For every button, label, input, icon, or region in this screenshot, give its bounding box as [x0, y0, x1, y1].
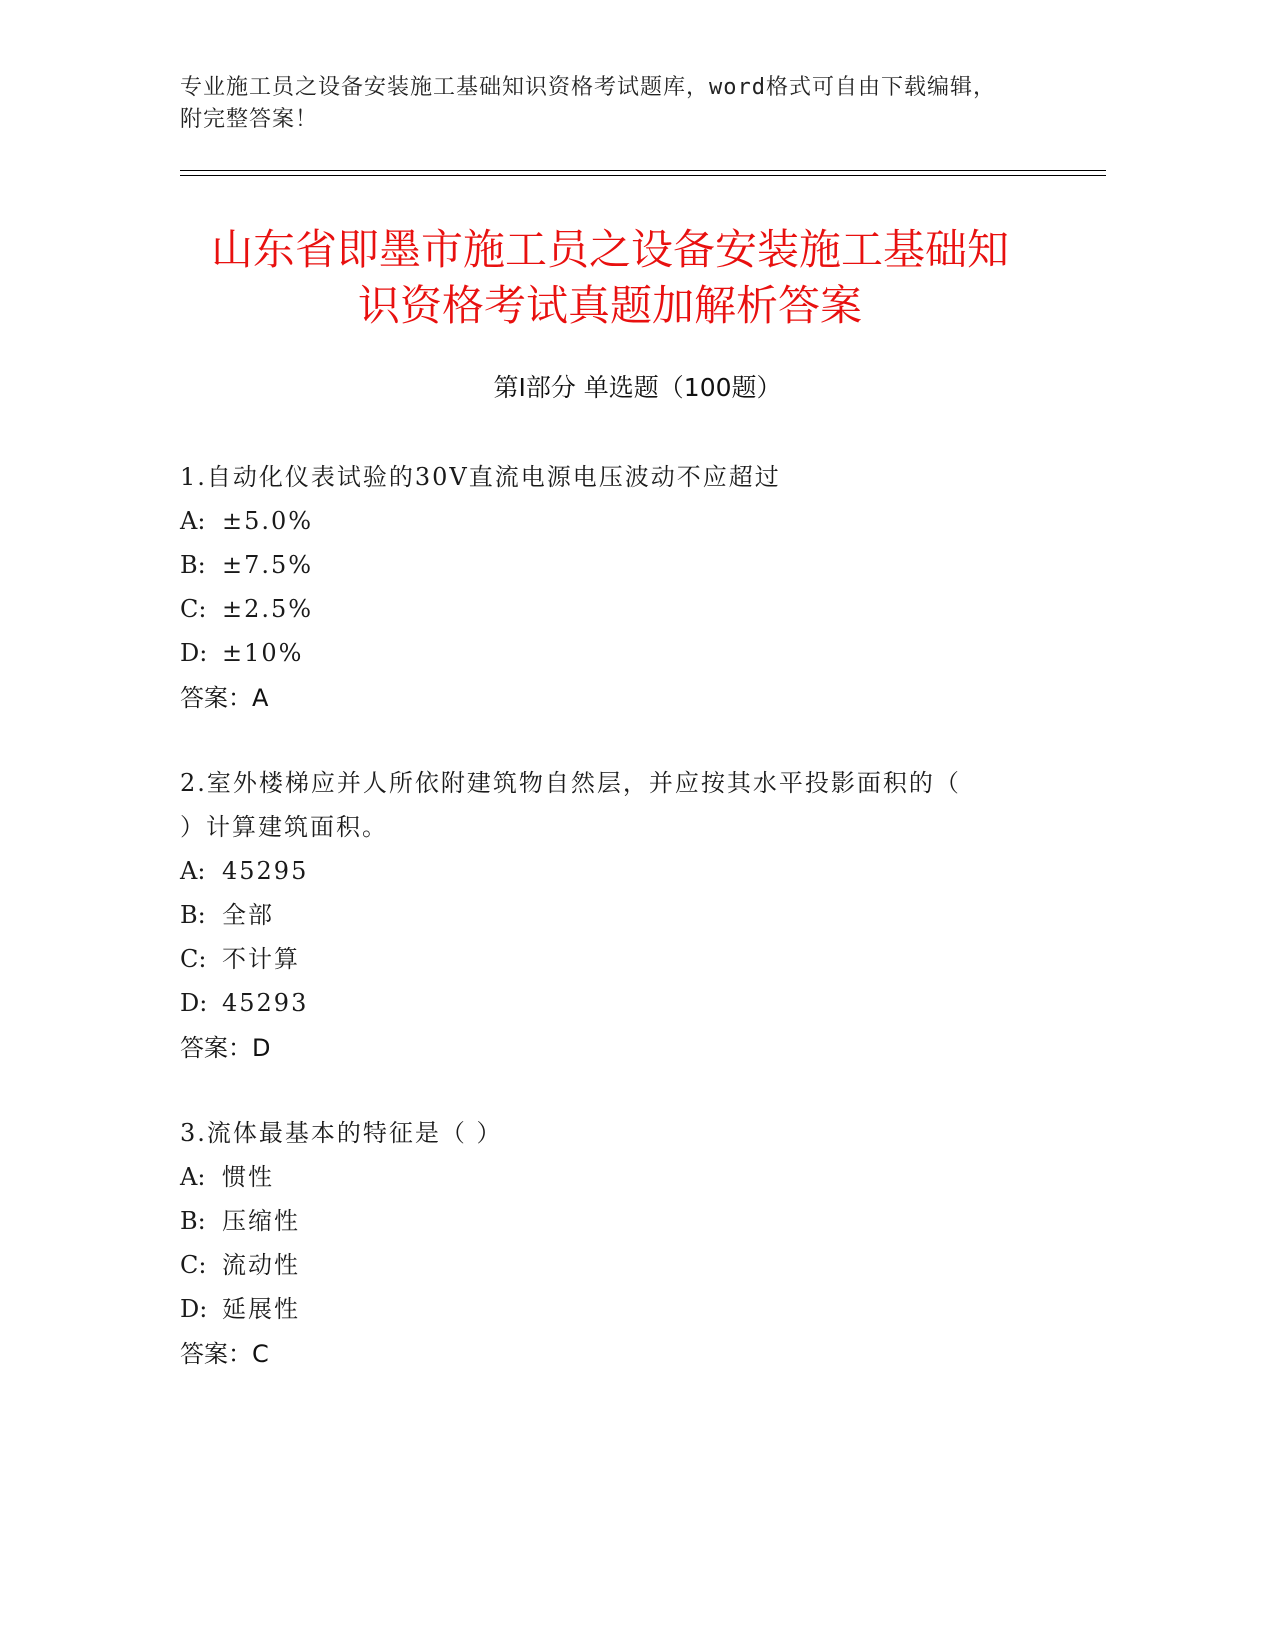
- option-a: [180, 849, 1060, 893]
- option-d: [180, 981, 1060, 1025]
- option-letter: A:: [180, 507, 206, 535]
- option-a: [180, 499, 1060, 543]
- option-letter: C:: [180, 945, 207, 973]
- option-letter: D:: [180, 989, 208, 1017]
- option-b: [180, 543, 1060, 587]
- answer-label: 答案：C: [180, 1340, 269, 1368]
- option-text: 45295: [222, 857, 309, 885]
- option-c: [180, 1243, 1060, 1287]
- option-text: 45293: [222, 989, 309, 1017]
- document-title-line-2: 识资格考试真题加解析答案: [357, 281, 862, 330]
- option-text: 不计算: [222, 945, 300, 973]
- option-text: 延展性: [222, 1295, 300, 1323]
- option-letter: A:: [180, 1163, 206, 1191]
- header-note-line-1: 专业施工员之设备安装施工基础知识资格考试题库，word格式可自由下载编辑，: [180, 75, 996, 100]
- question-1: [180, 455, 1060, 721]
- option-text: ±5.0%: [222, 507, 314, 535]
- answer-label: 答案：D: [180, 1034, 271, 1062]
- option-c: [180, 937, 1060, 981]
- question-stem: 3.流体最基本的特征是（ ）: [180, 1119, 503, 1147]
- option-text: ±10%: [222, 639, 304, 667]
- section-title: 第Ⅰ部分 单选题（100题）: [493, 373, 782, 402]
- option-letter: C:: [180, 1251, 207, 1279]
- answer-label: 答案：A: [180, 684, 269, 712]
- question-list: [180, 455, 1060, 1417]
- option-text: 压缩性: [222, 1207, 300, 1235]
- document-title-line-1: 山东省即墨市施工员之设备安装施工基础知: [210, 225, 1009, 274]
- option-letter: D:: [180, 1295, 208, 1323]
- header-divider-secondary: [180, 175, 1106, 176]
- option-d: [180, 631, 1060, 675]
- option-text: ±2.5%: [222, 595, 314, 623]
- option-letter: D:: [180, 639, 208, 667]
- question-3: [180, 1111, 1060, 1377]
- option-letter: B:: [180, 551, 206, 579]
- header-note-line-2: 附完整答案！: [180, 107, 319, 132]
- option-letter: A:: [180, 857, 206, 885]
- header-divider: [180, 170, 1106, 171]
- option-text: ±7.5%: [222, 551, 314, 579]
- option-a: [180, 1155, 1060, 1199]
- question-stem: 1.自动化仪表试验的30V直流电源电压波动不应超过: [180, 463, 781, 491]
- document-title: [160, 222, 1060, 334]
- option-text: 全部: [222, 901, 274, 929]
- option-text: 惯性: [222, 1163, 274, 1191]
- question-stem-line-1: 2.室外楼梯应并人所依附建筑物自然层，并应按其水平投影面积的（: [180, 769, 961, 797]
- option-c: [180, 587, 1060, 631]
- question-2: [180, 761, 1060, 1071]
- option-d: [180, 1287, 1060, 1331]
- option-letter: C:: [180, 595, 207, 623]
- option-b: [180, 1199, 1060, 1243]
- question-stem-line-2: ）计算建筑面积。: [180, 813, 388, 841]
- option-text: 流动性: [222, 1251, 300, 1279]
- header-note: [180, 72, 1080, 136]
- option-b: [180, 893, 1060, 937]
- option-letter: B:: [180, 1207, 206, 1235]
- option-letter: B:: [180, 901, 206, 929]
